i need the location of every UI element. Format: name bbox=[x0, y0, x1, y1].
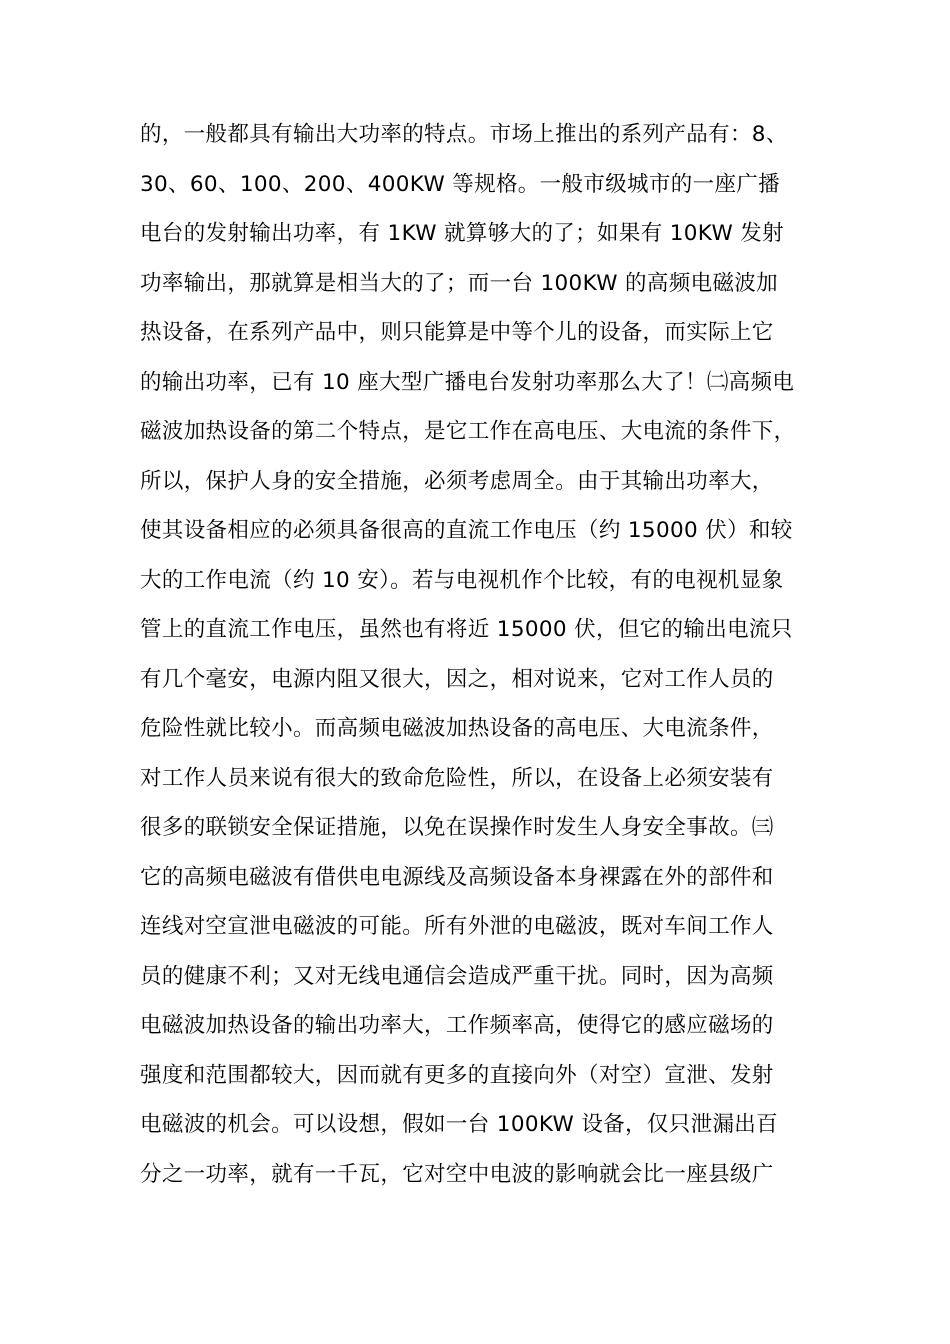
text-line: 功率输出，那就算是相当大的了；而一台 100KW 的高频电磁波加 bbox=[140, 270, 778, 296]
text-line: 磁波加热设备的第二个特点，是它工作在高电压、大电流的条件下， bbox=[140, 419, 796, 444]
text-line: 连线对空宣泄电磁波的可能。所有外泄的电磁波，既对车间工作人 bbox=[140, 914, 774, 939]
text-line: 电台的发射输出功率，有 1KW 就算够大的了；如果有 10KW 发射 bbox=[140, 221, 784, 246]
text-line: 管上的直流工作电压，虽然也有将近 15000 伏，但它的输出电流只 bbox=[140, 617, 793, 642]
text-line: 所以，保护人身的安全措施，必须考虑周全。由于其输出功率大， bbox=[140, 468, 774, 494]
text-line: 30、60、100、200、400KW 等规格。一般市级城市的一座广播 bbox=[140, 171, 781, 197]
text-line: 很多的联锁安全保证措施，以免在误操作时发生人身安全事故。㈢ bbox=[140, 815, 774, 840]
text-line: 对工作人员来说有很大的致命危险性，所以，在设备上必须安装有 bbox=[140, 765, 774, 791]
text-line: 员的健康不利；又对无线电通信会造成严重干扰。同时，因为高频 bbox=[140, 963, 774, 989]
text-line: 大的工作电流（约 10 安）。若与电视机作个比较，有的电视机显象 bbox=[140, 567, 784, 593]
text-line: 使其设备相应的必须具备很高的直流工作电压（约 15000 伏）和较 bbox=[140, 518, 793, 543]
text-line: 的输出功率，已有 10 座大型广播电台发射功率那么大了！㈡高频电 bbox=[140, 369, 795, 395]
text-line: 有几个毫安，电源内阻又很大，因之，相对说来，它对工作人员的 bbox=[140, 666, 774, 692]
text-line: 危险性就比较小。而高频电磁波加热设备的高电压、大电流条件， bbox=[140, 716, 774, 741]
text-line: 热设备，在系列产品中，则只能算是中等个儿的设备，而实际上它 bbox=[140, 320, 774, 345]
text-line: 的，一般都具有输出大功率的特点。市场上推出的系列产品有：8、 bbox=[140, 122, 788, 147]
text-line: 电磁波加热设备的输出功率大，工作频率高，使得它的感应磁场的 bbox=[140, 1013, 774, 1038]
text-line: 强度和范围都较大，因而就有更多的直接向外（对空）宣泄、发射 bbox=[140, 1062, 774, 1088]
text-line: 电磁波的机会。可以设想，假如一台 100KW 设备，仅只泄漏出百 bbox=[140, 1112, 778, 1137]
body-text bbox=[140, 110, 820, 1199]
text-line: 它的高频电磁波有借供电电源线及高频设备本身裸露在外的部件和 bbox=[140, 864, 774, 890]
text-line: 分之一功率，就有一千瓦，它对空中电波的影响就会比一座县级广 bbox=[140, 1161, 774, 1187]
